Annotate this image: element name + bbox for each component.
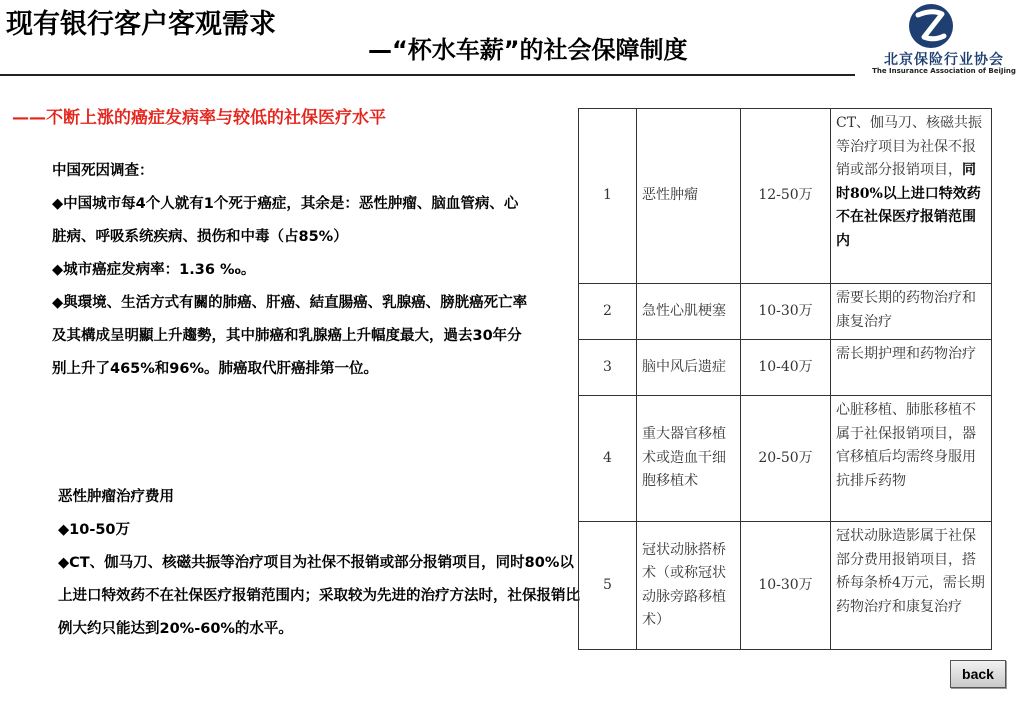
row-number: 2 [579, 284, 637, 340]
bullet-paragraph: ◆10-50万 [58, 522, 131, 538]
disease-name: 冠状动脉搭桥术（或称冠状动脉旁路移植术） [637, 522, 741, 650]
reimbursement-note: 心脏移植、肺胀移植不属于社保报销项目，器官移植后均需终身服用抗排斥药物 [831, 396, 992, 522]
logo-name-en: The Insurance Association of BeiJing [872, 67, 1016, 75]
note-text: CT、伽马刀、核磁共振等治疗项目为社保不报销或部分报销项目， [836, 115, 983, 178]
cost-range: 10-40万 [741, 340, 831, 396]
page-subtitle: —“杯水车薪”的社会保障制度 [368, 36, 688, 64]
reimbursement-note: 需长期护理和药物治疗 [831, 340, 992, 396]
row-number: 5 [579, 522, 637, 650]
disease-cost-table [578, 108, 992, 650]
row-number: 4 [579, 396, 637, 522]
association-logo [860, 0, 1023, 78]
page-title: 现有银行客户客观需求 [6, 9, 276, 40]
bullet-paragraph: ◆中国城市每4个人就有1个死于癌症，其余是：恶性肿瘤、脑血管病、心脏病、呼吸系统疾病、损伤和中毒（占85%） [52, 196, 519, 245]
bullet-paragraph: ◆城市癌症发病率：1.36 ‰。 [52, 262, 256, 278]
cost-range: 10-30万 [741, 284, 831, 340]
bullet-paragraph: ◆CT、伽马刀、核磁共振等治疗项目为社保不报销或部分报销项目，同时80%以上进口特效药不在社保医疗报销范围内；采取较为先进的治疗方法时，社保报销比例大约只能达到20%-60%的水平。 [58, 555, 580, 637]
cost-range: 10-30万 [741, 522, 831, 650]
disease-name: 急性心肌梗塞 [637, 284, 741, 340]
table-row [579, 396, 992, 522]
reimbursement-note: 需要长期的药物治疗和康复治疗 [831, 284, 992, 340]
disease-name: 脑中风后遗症 [637, 340, 741, 396]
disease-name: 重大器官移植术或造血干细胞移植术 [637, 396, 741, 522]
table-row [579, 109, 992, 284]
back-button[interactable]: back [950, 660, 1006, 688]
treatment-cost-section [58, 481, 582, 646]
bullet-paragraph: ◆與環境、生活方式有關的肺癌、肝癌、結直腸癌、乳腺癌、膀胱癌死亡率及其構成呈明顯上升趨勢，其中肺癌和乳腺癌上升幅度最大，過去30年分别上升了465%和96%。肺癌取代肝癌排第一位。 [52, 295, 528, 377]
section-heading: 中国死因调查： [52, 163, 154, 179]
section-subtitle: ——不断上涨的癌症发病率与较低的社保医疗水平 [12, 108, 386, 128]
death-cause-section [52, 155, 532, 386]
row-number: 3 [579, 340, 637, 396]
cost-range: 12-50万 [741, 109, 831, 284]
table-row [579, 522, 992, 650]
reimbursement-note: 冠状动脉造影属于社保部分费用报销项目，搭桥每条桥4万元，需长期药物治疗和康复治疗 [831, 522, 992, 650]
section-heading: 恶性肿瘤治疗费用 [58, 489, 174, 505]
logo-name-cn: 北京保险行业协会 [884, 52, 1004, 68]
table-row [579, 340, 992, 396]
reimbursement-note [831, 109, 992, 284]
association-logo-icon [908, 3, 954, 49]
cost-range: 20-50万 [741, 396, 831, 522]
note-emphasis: 同时80%以上进口特效药不在社保医疗报销范围内 [836, 162, 981, 249]
title-divider [0, 74, 855, 76]
row-number: 1 [579, 109, 637, 284]
table-row [579, 284, 992, 340]
disease-name: 恶性肿瘤 [637, 109, 741, 284]
